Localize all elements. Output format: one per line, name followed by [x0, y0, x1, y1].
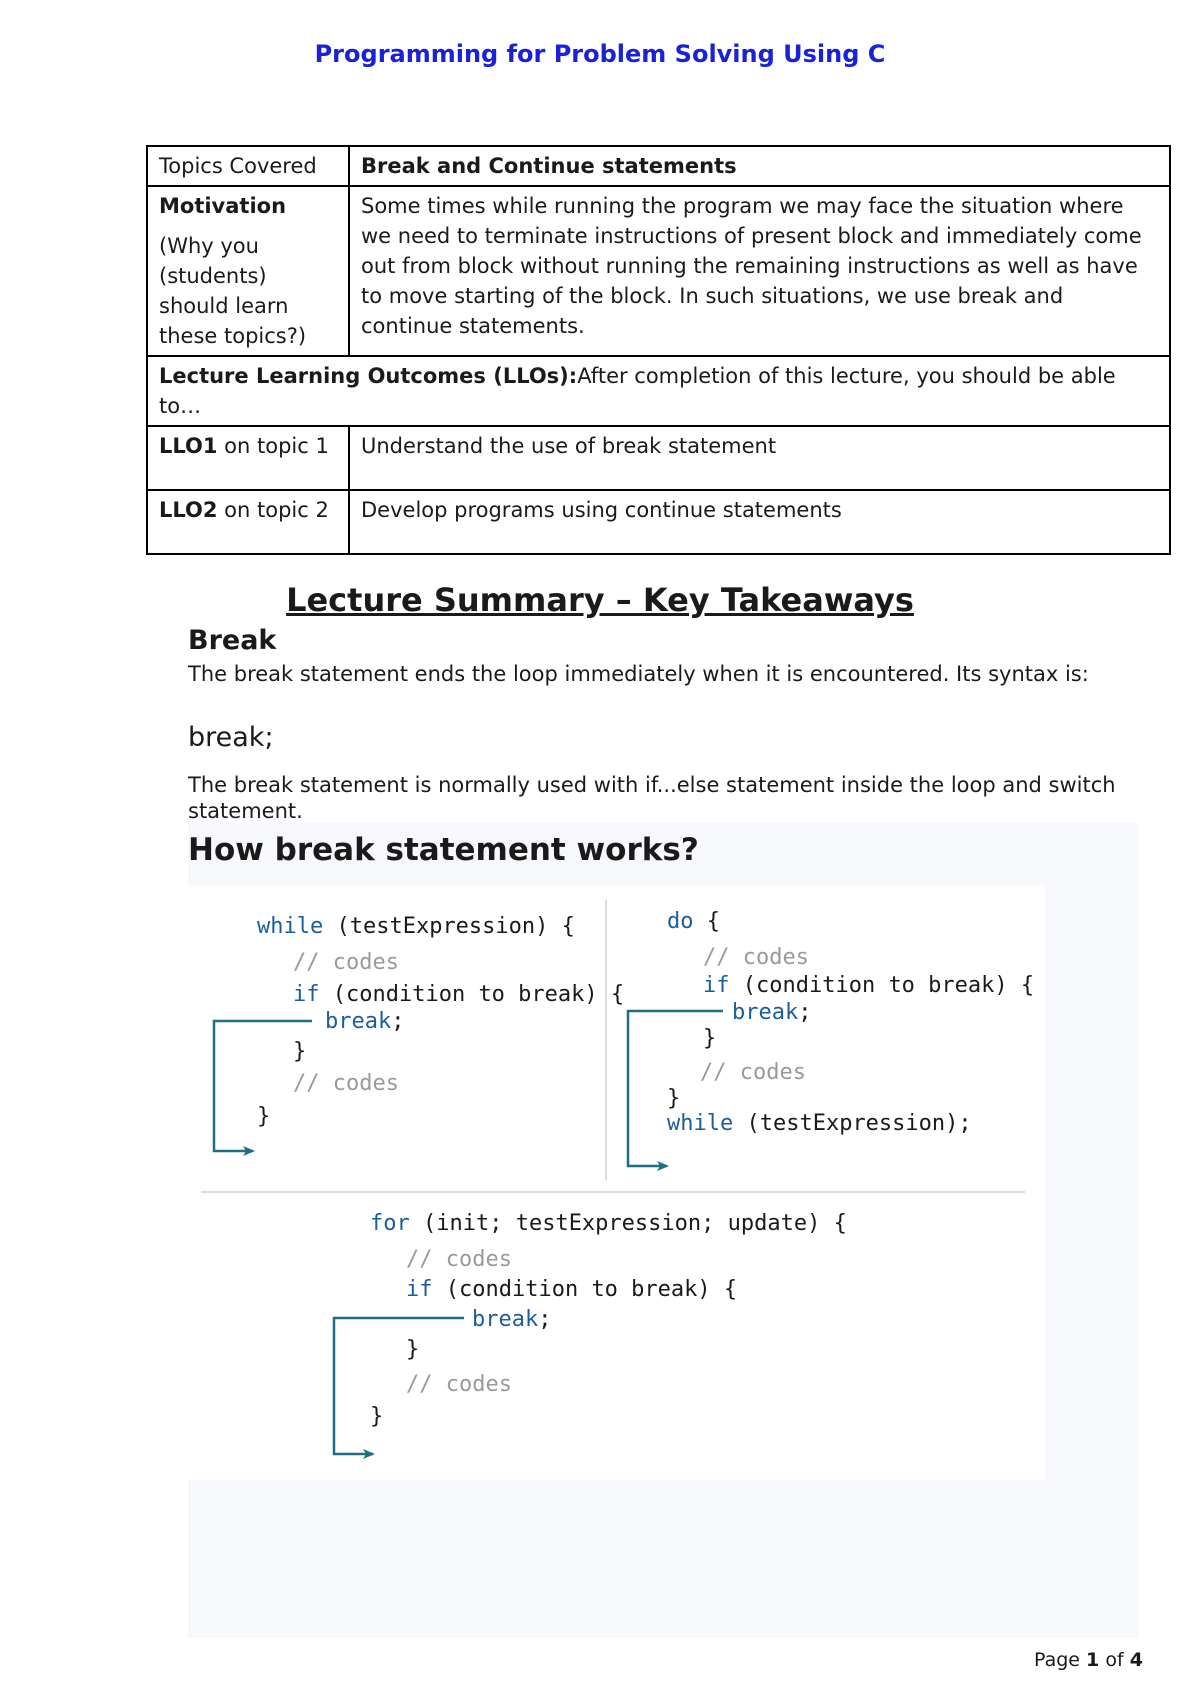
- llo-heading: Lecture Learning Outcomes (LLOs):: [159, 364, 578, 388]
- for-if-close: }: [406, 1337, 420, 1362]
- do-while-keyword: while: [667, 1111, 734, 1136]
- break-heading: Break: [188, 625, 277, 656]
- for-break-semicolon: ;: [538, 1307, 552, 1332]
- page-of: of: [1099, 1649, 1130, 1671]
- topics-label: Topics Covered: [147, 146, 349, 186]
- while-if-close: }: [293, 1039, 307, 1064]
- motivation-subtext: (Why you (students) should learn these topics?): [159, 234, 307, 348]
- document-title: Programming for Problem Solving Using C: [314, 40, 886, 68]
- svg-text:break;: [732, 1000, 811, 1025]
- do-break-keyword: break: [732, 1000, 799, 1025]
- do-while-loop-example: [628, 909, 1034, 1166]
- topic-info-table: [146, 145, 1171, 555]
- svg-text:while (testExpression);: [667, 1111, 972, 1136]
- svg-text:break;: [325, 1009, 404, 1034]
- while-comment-1: // codes: [293, 950, 399, 975]
- llo-heading-rest: After completion of this lecture, you should be able to…: [159, 364, 1116, 418]
- motivation-text: Some times while running the program we may face the situation where we need to terminate instructions of present block and immediately come out from block without running the remaining instructions as well as have to move starting of the block. In such situations, we use break and continue statements.: [349, 186, 1170, 356]
- for-header: (init; testExpression; update) {: [409, 1211, 847, 1236]
- for-break-keyword: break: [472, 1307, 539, 1332]
- motivation-row: [147, 186, 1170, 356]
- page-total: 4: [1129, 1649, 1143, 1671]
- do-while-condition: (testExpression);: [733, 1111, 972, 1136]
- break-syntax: break;: [188, 722, 274, 753]
- break-flow-svg: [188, 885, 1045, 1480]
- while-break-keyword: break: [325, 1009, 392, 1034]
- do-break-semicolon: ;: [798, 1000, 812, 1025]
- svg-text:do {: [667, 909, 720, 934]
- llo1-label-cell: [147, 426, 349, 490]
- llo2-suffix: on topic 2: [217, 498, 329, 522]
- do-if-close: }: [703, 1026, 717, 1051]
- for-if-condition: (condition to break) {: [432, 1277, 738, 1302]
- do-keyword: do: [667, 909, 694, 934]
- for-comment-1: // codes: [406, 1247, 512, 1272]
- motivation-label: Motivation: [159, 194, 287, 218]
- llo2-row: [147, 490, 1170, 554]
- svg-text:if (condition to break) {: [703, 973, 1034, 998]
- while-condition: (testExpression) {: [323, 914, 575, 939]
- svg-text:if (condition to break) {: [406, 1277, 737, 1302]
- svg-text:if (condition to break) {: [293, 982, 624, 1007]
- llo-heading-cell: [147, 356, 1170, 426]
- llo1-row: [147, 426, 1170, 490]
- while-close: }: [257, 1104, 271, 1129]
- do-close: }: [667, 1086, 681, 1111]
- svg-text:break;: [472, 1307, 551, 1332]
- for-loop-example: [334, 1211, 847, 1454]
- llo1-suffix: on topic 1: [217, 434, 329, 458]
- do-comment-2: // codes: [700, 1060, 806, 1085]
- break-description: The break statement ends the loop immediately when it is encountered. Its syntax is:: [188, 662, 1089, 686]
- for-if-keyword: if: [406, 1277, 433, 1302]
- for-close: }: [370, 1404, 384, 1429]
- while-loop-example: [214, 914, 624, 1151]
- do-if-keyword: if: [703, 973, 730, 998]
- topics-row: [147, 146, 1170, 186]
- while-comment-2: // codes: [293, 1071, 399, 1096]
- llo2-label-cell: [147, 490, 349, 554]
- break-flow-diagram: [188, 885, 1045, 1480]
- page-number: [1034, 1649, 1143, 1671]
- do-open: {: [693, 909, 720, 934]
- while-keyword: while: [257, 914, 324, 939]
- do-comment-1: // codes: [703, 945, 809, 970]
- motivation-cell: [147, 186, 349, 356]
- how-heading: How break statement works?: [188, 832, 699, 868]
- page-current: 1: [1086, 1649, 1100, 1671]
- llo1-label: LLO1: [159, 434, 218, 458]
- llo-heading-row: [147, 356, 1170, 426]
- llo2-label: LLO2: [159, 498, 218, 522]
- for-comment-2: // codes: [406, 1372, 512, 1397]
- llo2-text: Develop programs using continue statements: [349, 490, 1170, 554]
- while-if-keyword: if: [293, 982, 320, 1007]
- summary-title: Lecture Summary – Key Takeaways: [286, 581, 914, 619]
- while-break-semicolon: ;: [391, 1009, 405, 1034]
- topics-value: Break and Continue statements: [349, 146, 1170, 186]
- svg-text:while (testExpression) {: [257, 914, 575, 939]
- svg-text:for (init; testExpression; upd: [370, 1211, 847, 1236]
- do-if-condition: (condition to break) {: [729, 973, 1035, 998]
- page-prefix: Page: [1034, 1649, 1087, 1671]
- break-usage: The break statement is normally used with if...else statement inside the loop and switch statement.: [188, 773, 1116, 823]
- llo1-text: Understand the use of break statement: [349, 426, 1170, 490]
- while-if-condition: (condition to break) {: [319, 982, 625, 1007]
- for-keyword: for: [370, 1211, 410, 1236]
